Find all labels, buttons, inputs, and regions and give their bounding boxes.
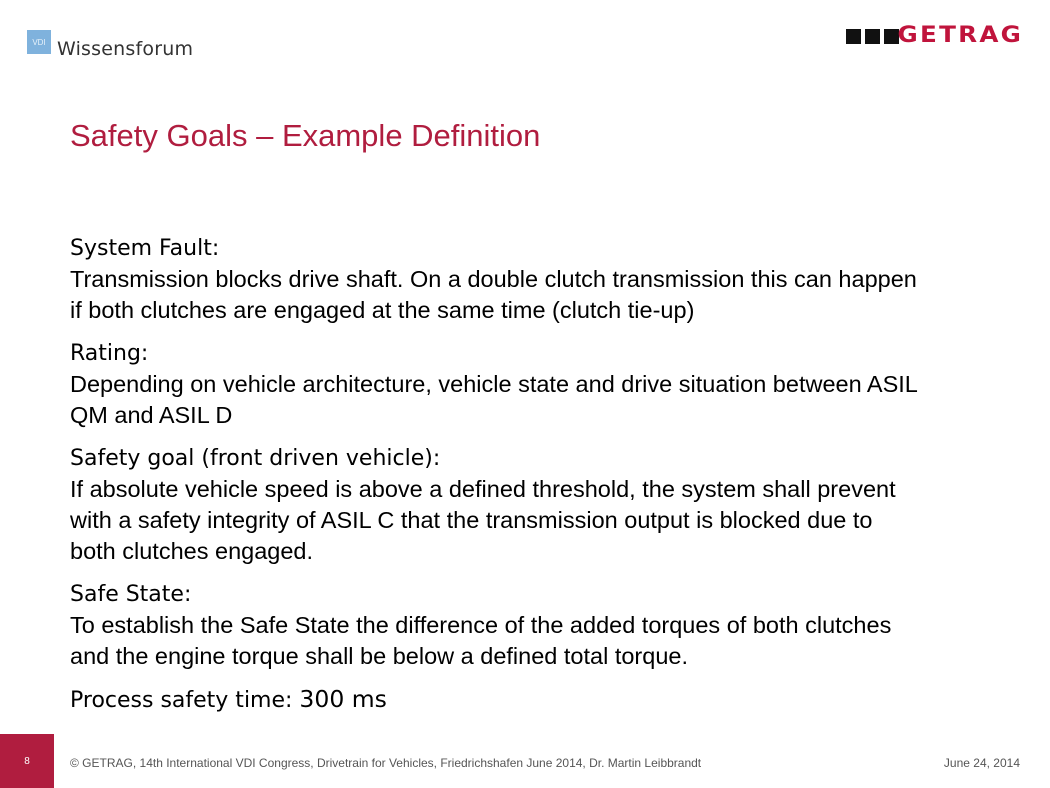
logo-square-icon bbox=[865, 29, 880, 44]
section-line: Transmission blocks drive shaft. On a double clutch transmission this can happen bbox=[70, 266, 917, 292]
process-value: 300 ms bbox=[299, 685, 387, 713]
vdi-logo-mark: VDI bbox=[27, 30, 51, 54]
section-line: To establish the Safe State the difference of the added torques of both clutches bbox=[70, 612, 892, 638]
getrag-logo-text: GETRAG bbox=[897, 23, 1023, 48]
getrag-logo bbox=[846, 23, 1023, 48]
logo-square-icon bbox=[846, 29, 861, 44]
section-rating bbox=[70, 338, 1030, 431]
vdi-wissensforum-logo bbox=[27, 30, 194, 60]
section-line: if both clutches are engaged at the same time (clutch tie-up) bbox=[70, 297, 695, 323]
page-number: 8 bbox=[0, 734, 54, 788]
process-safety-time bbox=[70, 684, 1030, 716]
section-system-fault bbox=[70, 233, 1030, 326]
section-line: Depending on vehicle architecture, vehicle state and drive situation between ASIL bbox=[70, 371, 918, 397]
vdi-logo-text: Wissensforum bbox=[57, 38, 194, 60]
section-line: with a safety integrity of ASIL C that the transmission output is blocked due to bbox=[70, 507, 873, 533]
footer-date: June 24, 2014 bbox=[943, 756, 1020, 770]
section-line: If absolute vehicle speed is above a defined threshold, the system shall prevent bbox=[70, 476, 896, 502]
section-heading: Rating: bbox=[70, 341, 149, 366]
footer-copyright: © GETRAG, 14th International VDI Congress, Drivetrain for Vehicles, Friedrichshafen June 2014, Dr. Martin Leibbrandt bbox=[70, 756, 702, 770]
process-label: Process safety time: bbox=[70, 688, 300, 713]
section-line: and the engine torque shall be below a defined total torque. bbox=[70, 643, 688, 669]
section-line: both clutches engaged. bbox=[70, 538, 314, 564]
slide-title: Safety Goals – Example Definition bbox=[70, 118, 541, 153]
slide-content bbox=[70, 233, 1030, 716]
section-heading: Safety goal (front driven vehicle): bbox=[70, 446, 441, 471]
section-safe-state bbox=[70, 579, 1030, 672]
section-safety-goal bbox=[70, 443, 1030, 567]
section-heading: Safe State: bbox=[70, 582, 192, 607]
section-heading: System Fault: bbox=[70, 236, 220, 261]
section-line: QM and ASIL D bbox=[70, 402, 233, 428]
